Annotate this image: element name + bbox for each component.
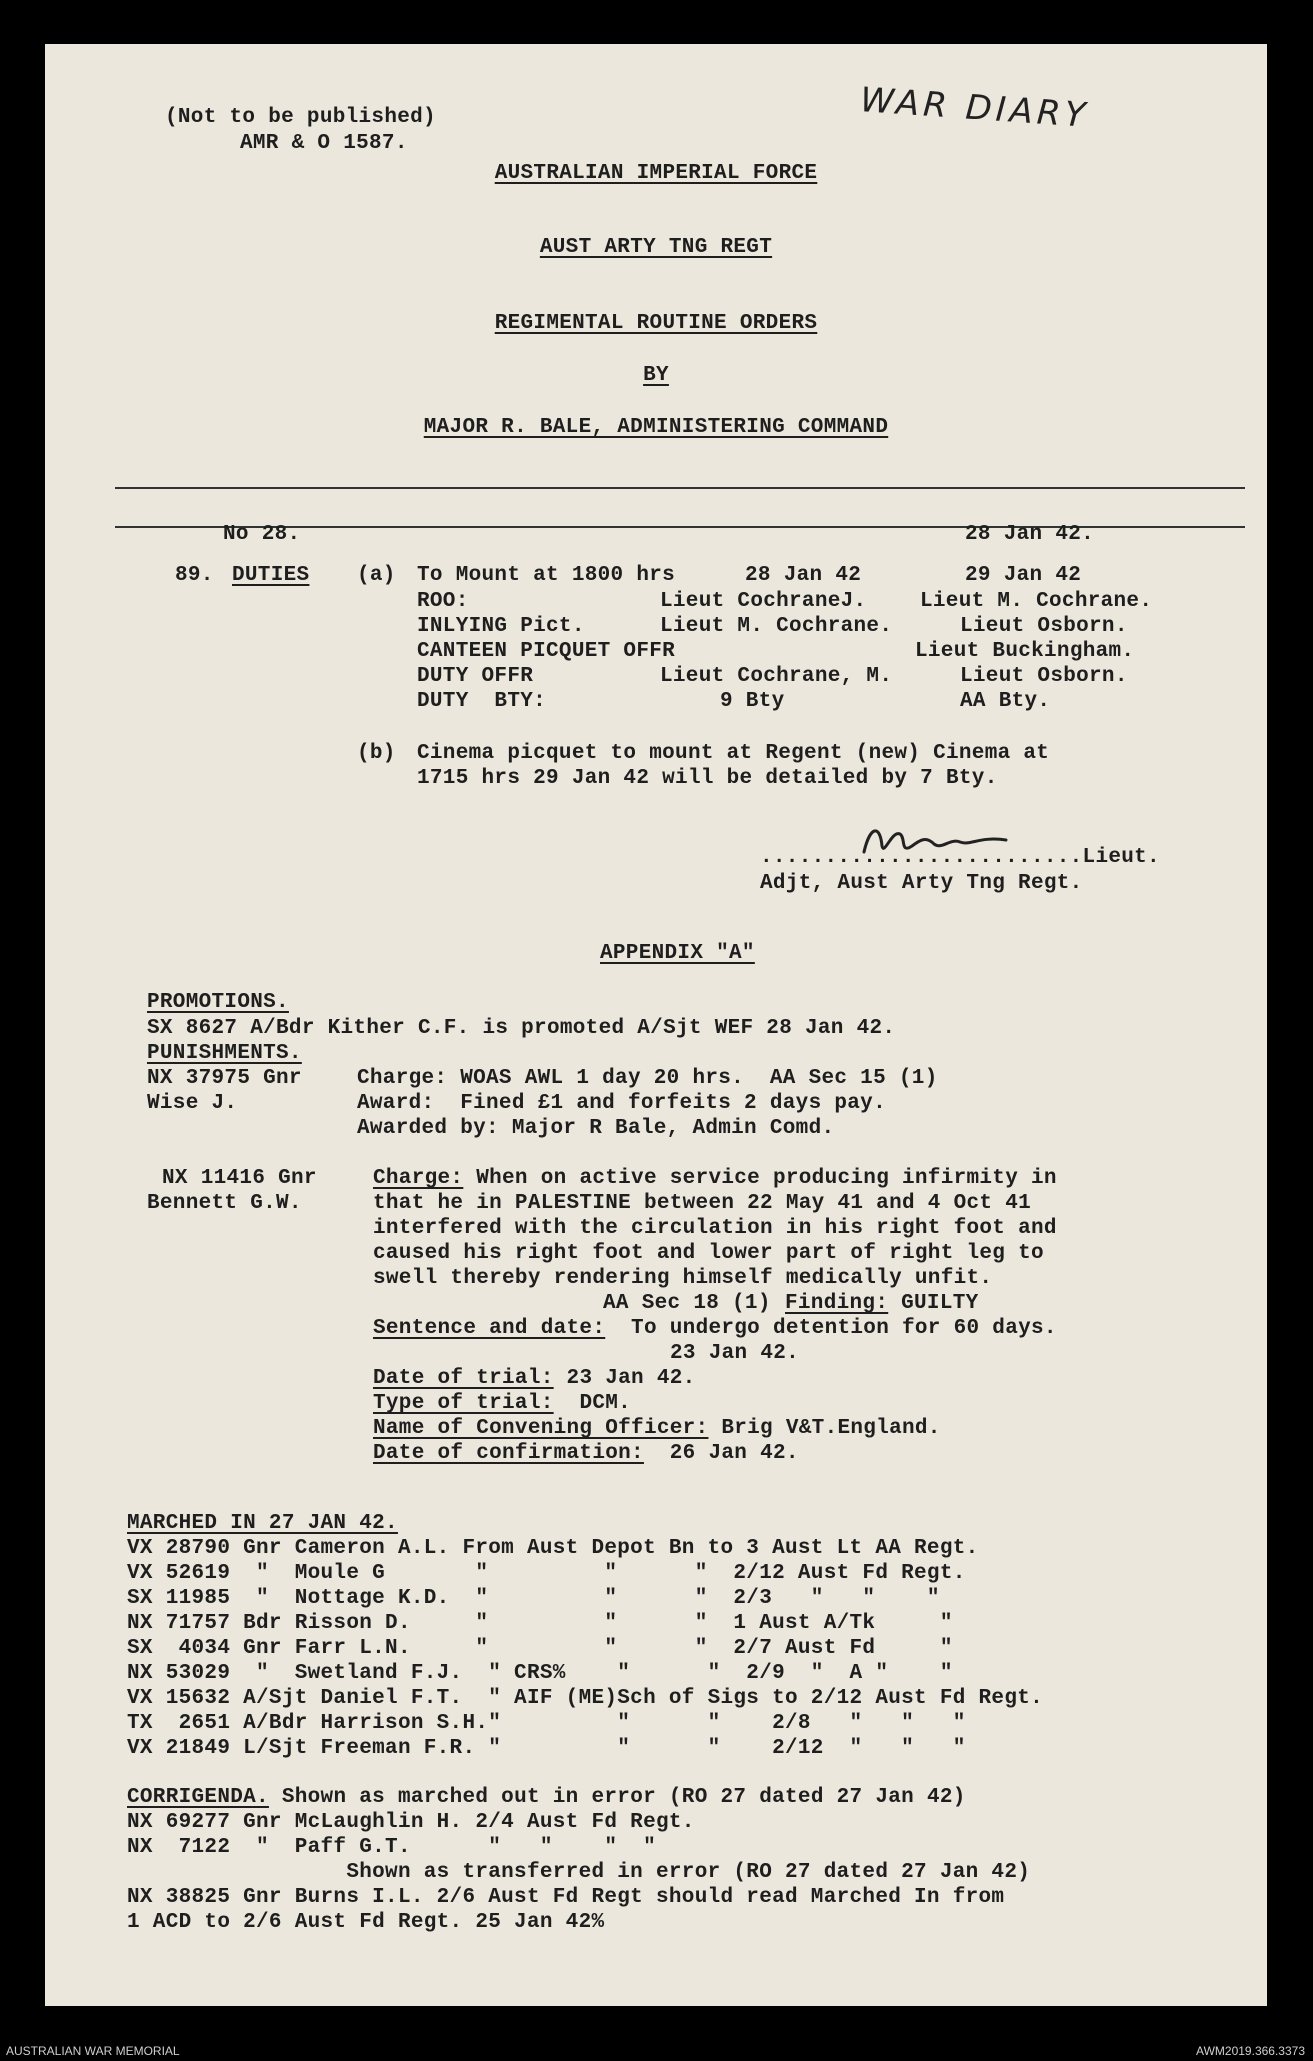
case2-confirm-label: Date of confirmation: <box>373 1442 644 1465</box>
title-by: BY <box>643 364 669 387</box>
case2-trial-label: Date of trial: <box>373 1367 554 1390</box>
case2-charge-cont: swell thereby rendering himself medically unfit. <box>373 1267 993 1290</box>
order-date: 28 Jan 42. <box>965 523 1095 546</box>
marched-in-row: SX 4034 Gnr Farr L.N. " " " 2/7 Aust Fd " <box>127 1637 953 1660</box>
corrigenda-row: NX 38825 Gnr Burns I.L. 2/6 Aust Fd Regt should read Marched In from <box>127 1886 1005 1909</box>
marched-in-heading: MARCHED IN 27 JAN 42. <box>127 1512 398 1535</box>
appendix-title: APPENDIX "A" <box>600 942 755 965</box>
duty-col2-date: 29 Jan 42 <box>965 564 1082 587</box>
para-number: 89. <box>175 564 214 587</box>
corrigenda-row: NX 7122 " Paff G.T. " " " " <box>127 1836 656 1859</box>
duty-day1: Lieut Cochrane, M. <box>660 665 893 688</box>
footer-accession: AWM2019.366.3373 <box>1196 2044 1305 2058</box>
case2-finding-label: Finding: <box>785 1292 889 1315</box>
case2-trial-line <box>373 1367 696 1391</box>
corrigenda-row: NX 69277 Gnr McLaughlin H. 2/4 Aust Fd Regt. <box>127 1811 695 1834</box>
duty-day2: AA Bty. <box>960 690 1051 713</box>
marched-in-row: SX 11985 " Nottage K.D. " " " 2/3 " " " <box>127 1587 940 1610</box>
document-page <box>45 44 1267 2006</box>
header-rule-top <box>115 487 1245 489</box>
handwritten-war-diary: WAR DIARY <box>858 80 1091 136</box>
corrigenda-label: CORRIGENDA. <box>127 1786 269 1809</box>
case1-award: Award: Fined £1 and forfeits 2 days pay. <box>357 1092 886 1115</box>
corrigenda-first: Shown as marched out in error (RO 27 dated 27 Jan 42) <box>268 1786 966 1809</box>
duty-day1: 9 Bty <box>720 690 785 713</box>
title-orders: REGIMENTAL ROUTINE ORDERS <box>494 312 818 335</box>
case2-sentence: To undergo detention for 60 days. <box>605 1317 1057 1340</box>
duty-day1: Lieut CochraneJ. <box>660 590 867 613</box>
item-b-mark: (b) <box>357 742 396 765</box>
mount-text: To Mount at 1800 hrs <box>417 564 676 587</box>
case1-awarded-by: Awarded by: Major R Bale, Admin Comd. <box>357 1117 835 1140</box>
corrigenda-row: 1 ACD to 2/6 Aust Fd Regt. 25 Jan 42% <box>127 1911 605 1934</box>
case2-sentence-date: 23 Jan 42. <box>670 1342 800 1365</box>
title-regiment: AUST ARTY TNG REGT <box>539 236 773 259</box>
adjutant-title: Adjt, Aust Arty Tng Regt. <box>760 872 1083 895</box>
footer-institution: AUSTRALIAN WAR MEMORIAL <box>6 2044 180 2058</box>
marched-in-row: VX 52619 " Moule G " " " 2/12 Aust Fd Regt. <box>127 1562 966 1585</box>
case1-charge: Charge: WOAS AWL 1 day 20 hrs. AA Sec 15 (1) <box>357 1067 938 1090</box>
duty-day1: Lieut M. Cochrane. <box>660 615 893 638</box>
case2-trial: 23 Jan 42. <box>553 1367 696 1390</box>
duty-role: INLYING Pict. <box>417 615 585 638</box>
case2-sec: AA Sec 18 (1) <box>603 1292 771 1315</box>
case2-charge-cont: that he in PALESTINE between 22 May 41 and 4 Oct 41 <box>373 1192 1032 1215</box>
order-number: No 28. <box>223 523 301 546</box>
case2-finding: GUILTY <box>888 1292 979 1315</box>
marched-in-row: VX 21849 L/Sjt Freeman F.R. " " " 2/12 " " " <box>127 1737 966 1760</box>
promotion-entry: SX 8627 A/Bdr Kither C.F. is promoted A/Sjt WEF 28 Jan 42. <box>147 1017 896 1040</box>
title-commander: MAJOR R. BALE, ADMINISTERING COMMAND <box>423 416 889 439</box>
file-reference: AMR & O 1587. <box>240 132 408 155</box>
duties-heading: DUTIES <box>232 564 310 587</box>
promotions-heading: PROMOTIONS. <box>147 991 289 1014</box>
signature-line: .........................Lieut. <box>760 846 1160 869</box>
duty-day2: Lieut Buckingham. <box>915 640 1135 663</box>
case1-id: NX 37975 Gnr <box>147 1067 302 1090</box>
case1-name: Wise J. <box>147 1092 238 1115</box>
duty-day2: Lieut M. Cochrane. <box>920 590 1153 613</box>
marched-in-row: VX 28790 Gnr Cameron A.L. From Aust Depot Bn to 3 Aust Lt AA Regt. <box>127 1537 979 1560</box>
item-a-mark: (a) <box>357 564 396 587</box>
duty-day2: Lieut Osborn. <box>960 615 1128 638</box>
title-force: AUSTRALIAN IMPERIAL FORCE <box>494 162 818 185</box>
corrigenda-row: Shown as transferred in error (RO 27 dated 27 Jan 42) <box>127 1861 1031 1884</box>
duty-role: DUTY OFFR <box>417 665 534 688</box>
case2-charge-text: When on active service producing infirmity in <box>463 1167 1057 1190</box>
duty-day2: Lieut Osborn. <box>960 665 1128 688</box>
case2-charge-label: Charge: <box>373 1167 464 1190</box>
case2-confirm: 26 Jan 42. <box>643 1442 799 1465</box>
case2-name: Bennett G.W. <box>147 1192 302 1215</box>
case2-id: NX 11416 Gnr <box>162 1167 317 1190</box>
case2-type-line <box>373 1392 631 1416</box>
case2-charge-cont: interfered with the circulation in his right foot and <box>373 1217 1057 1240</box>
case2-confirm-line <box>373 1442 799 1466</box>
marched-in-row: VX 15632 A/Sjt Daniel F.T. " AIF (ME)Sch of Sigs to 2/12 Aust Fd Regt. <box>127 1687 1044 1710</box>
duty-role: ROO: <box>417 590 469 613</box>
duty-role: CANTEEN PICQUET OFFR <box>417 640 676 663</box>
marched-in-row: NX 71757 Bdr Risson D. " " " 1 Aust A/Tk " <box>127 1612 953 1635</box>
corrigenda-line <box>127 1786 966 1810</box>
cinema-picquet-line1: Cinema picquet to mount at Regent (new) Cinema at <box>417 742 1050 765</box>
case2-officer: Brig V&T.England. <box>708 1417 941 1440</box>
case2-finding-line <box>785 1292 979 1316</box>
marched-in-row: NX 53029 " Swetland F.J. " CRS% " " 2/9 " A " " <box>127 1662 953 1685</box>
not-published-note: (Not to be published) <box>165 106 436 129</box>
case2-officer-label: Name of Convening Officer: <box>373 1417 709 1440</box>
case2-charge-line <box>373 1167 1057 1191</box>
cinema-picquet-line2: 1715 hrs 29 Jan 42 will be detailed by 7 Bty. <box>417 767 998 790</box>
case2-sentence-label: Sentence and date: <box>373 1317 606 1340</box>
marched-in-row: TX 2651 A/Bdr Harrison S.H." " " 2/8 " " " <box>127 1712 966 1735</box>
case2-officer-line <box>373 1417 941 1441</box>
case2-sentence-line <box>373 1317 1057 1341</box>
case2-charge-cont: caused his right foot and lower part of right leg to <box>373 1242 1044 1265</box>
case2-type-label: Type of trial: <box>373 1392 554 1415</box>
punishments-heading: PUNISHMENTS. <box>147 1042 302 1065</box>
case2-type: DCM. <box>553 1392 632 1415</box>
duty-col1-date: 28 Jan 42 <box>745 564 862 587</box>
duty-role: DUTY BTY: <box>417 690 547 713</box>
